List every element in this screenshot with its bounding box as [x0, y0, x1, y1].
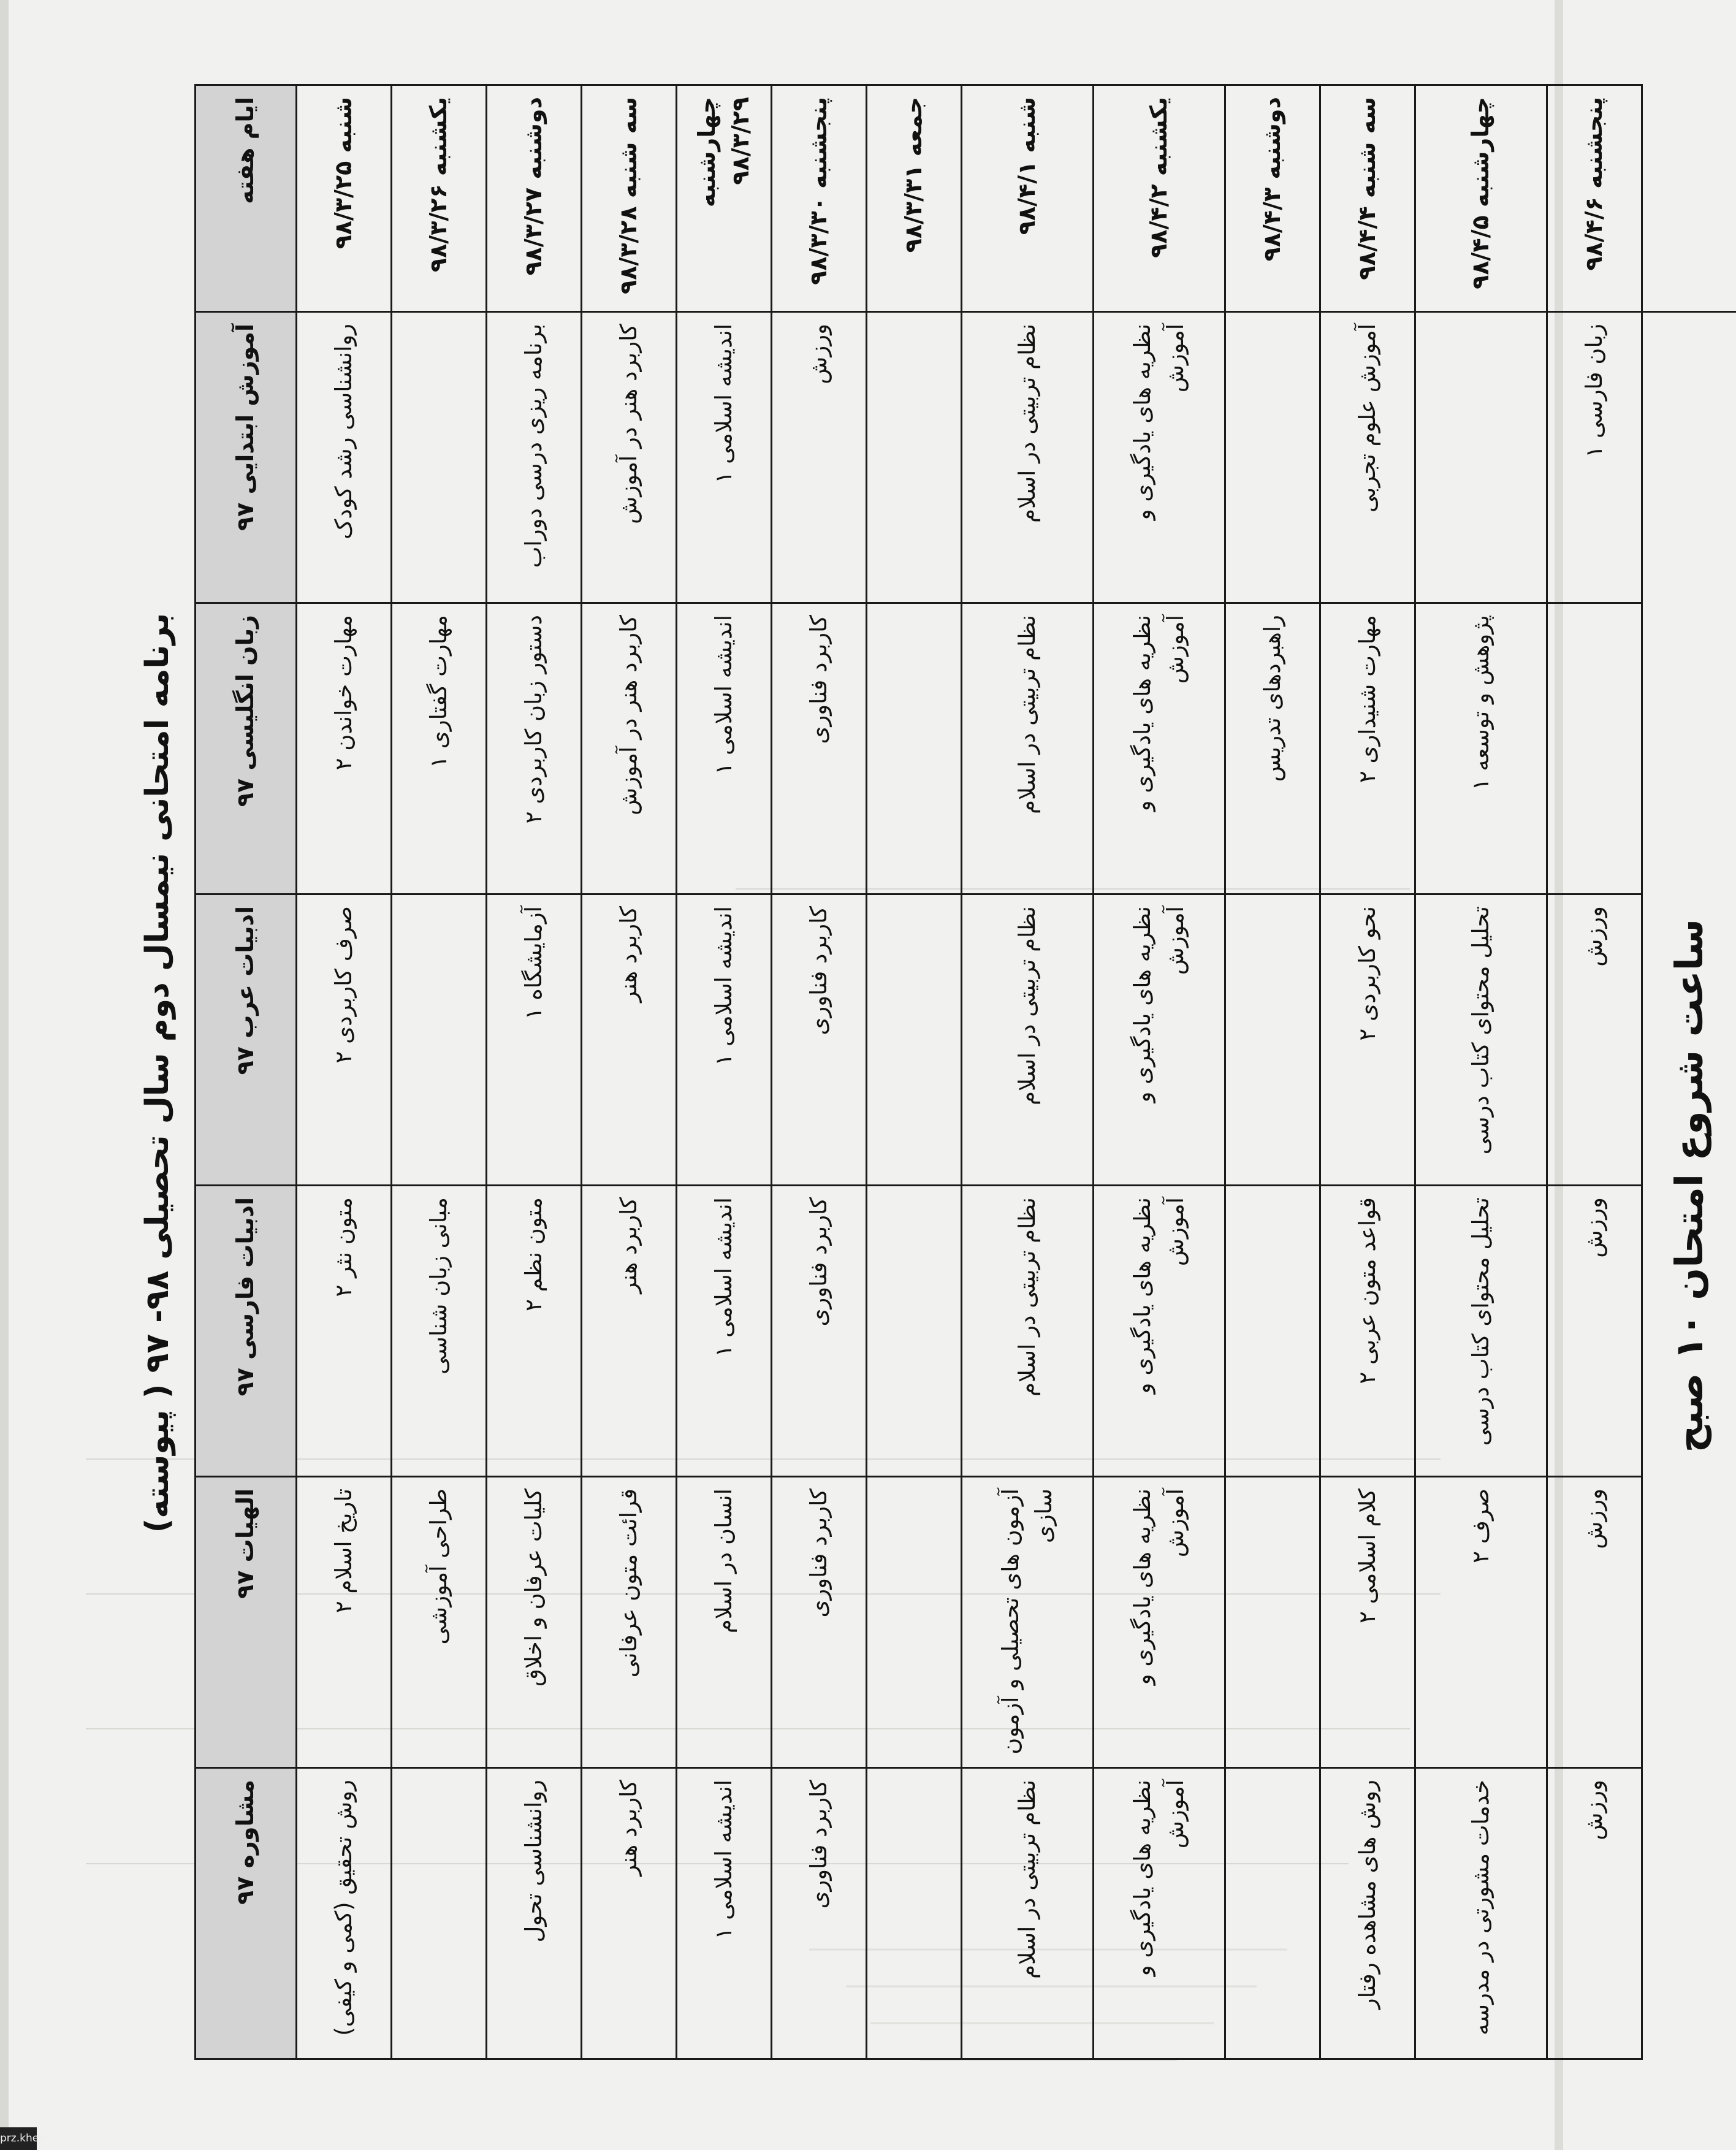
exam-cell [392, 1768, 487, 2059]
note-spacer [1642, 85, 1736, 312]
day-cell: یکشنبه ۹۸/۳/۲۶ [392, 85, 487, 312]
exam-cell [1225, 1477, 1320, 1768]
day-cell: شنبه ۹۸/۴/۱ [962, 85, 1094, 312]
exam-cell: خدمات مشورتی در مدرسه [1415, 1768, 1547, 2059]
exam-cell: ورزش [772, 312, 867, 603]
exam-cell: اندیشه اسلامی ۱ [677, 312, 772, 603]
table-row [772, 85, 867, 2059]
exam-cell: قرائت متون عرفانی [582, 1477, 677, 1768]
exam-cell: کاربرد فناوری [772, 1477, 867, 1768]
header-theology: الهیات ۹۷ [196, 1477, 297, 1768]
exam-cell [1225, 894, 1320, 1186]
exam-cell: نظریه های یادگیری و آموزش [1094, 1477, 1225, 1768]
table-row [867, 85, 962, 2059]
exam-cell: کاربرد هنر [582, 894, 677, 1186]
note-row [1642, 85, 1736, 2059]
exam-cell: کاربرد فناوری [772, 1186, 867, 1477]
table-row [1415, 85, 1547, 2059]
exam-cell: صرف کاربردی ۲ [297, 894, 392, 1186]
exam-cell [867, 312, 962, 603]
exam-cell: اندیشه اسلامی ۱ [677, 894, 772, 1186]
exam-cell [867, 1768, 962, 2059]
exam-cell: مهارت خواندن ۲ [297, 603, 392, 894]
header-arabic-literature: ادبیات عرب ۹۷ [196, 894, 297, 1186]
exam-cell: دستور زبان کاربردی ۲ [487, 603, 582, 894]
header-counseling: مشاوره ۹۷ [196, 1768, 297, 2059]
table-row [677, 85, 772, 2059]
exam-cell: روش تحقیق (کمی و کیفی) [297, 1768, 392, 2059]
exam-cell [392, 894, 487, 1186]
exam-cell: کاربرد هنر در آموزش [582, 312, 677, 603]
exam-cell [867, 894, 962, 1186]
day-cell: یکشنبه ۹۸/۴/۲ [1094, 85, 1225, 312]
exam-cell: تحلیل محتوای کتاب درسی [1415, 1186, 1547, 1477]
day-cell: دوشنبه ۹۸/۴/۳ [1225, 85, 1320, 312]
exam-cell [1415, 312, 1547, 603]
exam-cell: آزمایشگاه ۱ [487, 894, 582, 1186]
exam-cell: کاربرد فناوری [772, 603, 867, 894]
table-row [962, 85, 1094, 2059]
exam-cell: روانشناسی رشد کودک [297, 312, 392, 603]
exam-cell [392, 312, 487, 603]
exam-cell: نحو کاربردی ۲ [1320, 894, 1415, 1186]
day-cell: پنجشنبه ۹۸/۳/۳۰ [772, 85, 867, 312]
day-cell: چهارشنبه ۹۸/۳/۲۹ [677, 85, 772, 312]
exam-cell: کلام اسلامی ۲ [1320, 1477, 1415, 1768]
exam-cell [867, 1186, 962, 1477]
table-row [1320, 85, 1415, 2059]
exam-cell: اندیشه اسلامی ۱ [677, 1768, 772, 2059]
day-cell: دوشنبه ۹۸/۳/۲۷ [487, 85, 582, 312]
exam-cell: اندیشه اسلامی ۱ [677, 603, 772, 894]
exam-cell: صرف ۲ [1415, 1477, 1547, 1768]
corner-watermark: prz.kheir [0, 2127, 37, 2150]
table-row [487, 85, 582, 2059]
exam-cell: قواعد متون عربی ۲ [1320, 1186, 1415, 1477]
exam-cell [1225, 312, 1320, 603]
exam-cell [867, 603, 962, 894]
exam-cell: ورزش [1547, 1186, 1642, 1477]
exam-cell: ورزش [1547, 1477, 1642, 1768]
exam-cell: نظریه های یادگیری و آموزش [1094, 894, 1225, 1186]
exam-cell [1225, 1186, 1320, 1477]
exam-cell: مبانی زبان شناسی [392, 1186, 487, 1477]
exam-cell: نظریه های یادگیری و آموزش [1094, 603, 1225, 894]
exam-cell: نظریه های یادگیری و آموزش [1094, 1186, 1225, 1477]
exam-cell [1225, 1768, 1320, 2059]
exam-cell: برنامه ریزی درسی دوراب [487, 312, 582, 603]
exam-cell: راهبردهای تدریس [1225, 603, 1320, 894]
exam-cell [867, 1477, 962, 1768]
exam-cell: آموزش علوم تجربی [1320, 312, 1415, 603]
day-cell: چهارشنبه ۹۸/۴/۵ [1415, 85, 1547, 312]
table-row [297, 85, 392, 2059]
table-row [582, 85, 677, 2059]
day-cell: جمعه ۹۸/۳/۳۱ [867, 85, 962, 312]
exam-cell: نظام تربیتی در اسلام [962, 603, 1094, 894]
document-title: برنامه امتحانی نیمسال دوم سال تحصیلی ۹۸- ۹۷ ( پیوسته) [139, 612, 176, 1533]
header-row [196, 85, 297, 2059]
exam-cell: پژوهش و توسعه ۱ [1415, 603, 1547, 894]
exam-start-time-note: ساعت شروع امتحان ۱۰ صبح [1642, 312, 1736, 2059]
exam-cell: روش های مشاهده رفتار [1320, 1768, 1415, 2059]
exam-cell: زبان فارسی ۱ [1547, 312, 1642, 603]
exam-cell: نظام تربیتی در اسلام [962, 1186, 1094, 1477]
exam-cell: کلیات عرفان و اخلاق [487, 1477, 582, 1768]
exam-cell: نظام تربیتی در اسلام [962, 312, 1094, 603]
header-persian-literature: ادبیات فارسی ۹۷ [196, 1186, 297, 1477]
day-cell: پنجشنبه ۹۸/۴/۶ [1547, 85, 1642, 312]
exam-cell: مهارت شنیداری ۲ [1320, 603, 1415, 894]
header-english-language: زبان انگلیسی ۹۷ [196, 603, 297, 894]
table-row [1547, 85, 1642, 2059]
exam-cell: نظریه های یادگیری و آموزش [1094, 1768, 1225, 2059]
exam-cell: اندیشه اسلامی ۱ [677, 1186, 772, 1477]
exam-cell: روانشناسی تحول [487, 1768, 582, 2059]
table-row [1225, 85, 1320, 2059]
day-cell: سه شنبه ۹۸/۴/۴ [1320, 85, 1415, 312]
exam-cell: کاربرد فناوری [772, 894, 867, 1186]
header-days: ایام هفته [196, 85, 297, 312]
exam-cell: کاربرد هنر [582, 1768, 677, 2059]
day-cell: شنبه ۹۸/۳/۲۵ [297, 85, 392, 312]
table-row [392, 85, 487, 2059]
exam-schedule-table [194, 84, 1736, 2060]
exam-cell: تاریخ اسلام ۲ [297, 1477, 392, 1768]
exam-cell: نظام تربیتی در اسلام [962, 1768, 1094, 2059]
exam-cell: کاربرد فناوری [772, 1768, 867, 2059]
exam-cell: انسان در اسلام [677, 1477, 772, 1768]
exam-cell: متون نظم ۲ [487, 1186, 582, 1477]
exam-cell: مهارت گفتاری ۱ [392, 603, 487, 894]
exam-cell: کاربرد هنر [582, 1186, 677, 1477]
table-row [1094, 85, 1225, 2059]
exam-cell: نظریه های یادگیری و آموزش [1094, 312, 1225, 603]
exam-cell: ورزش [1547, 1768, 1642, 2059]
rotated-page [124, 86, 1712, 2060]
exam-cell: کاربرد هنر در آموزش [582, 603, 677, 894]
exam-cell: تحلیل محتوای کتاب درسی [1415, 894, 1547, 1186]
header-primary-education: آموزش ابتدایی ۹۷ [196, 312, 297, 603]
exam-cell: متون نثر ۲ [297, 1186, 392, 1477]
exam-cell: نظام تربیتی در اسلام [962, 894, 1094, 1186]
exam-cell: آزمون های تحصیلی و آزمون سازی [962, 1477, 1094, 1768]
day-cell: سه شنبه ۹۸/۳/۲۸ [582, 85, 677, 312]
exam-cell: طراحی آموزشی [392, 1477, 487, 1768]
exam-cell [1547, 603, 1642, 894]
exam-cell: ورزش [1547, 894, 1642, 1186]
